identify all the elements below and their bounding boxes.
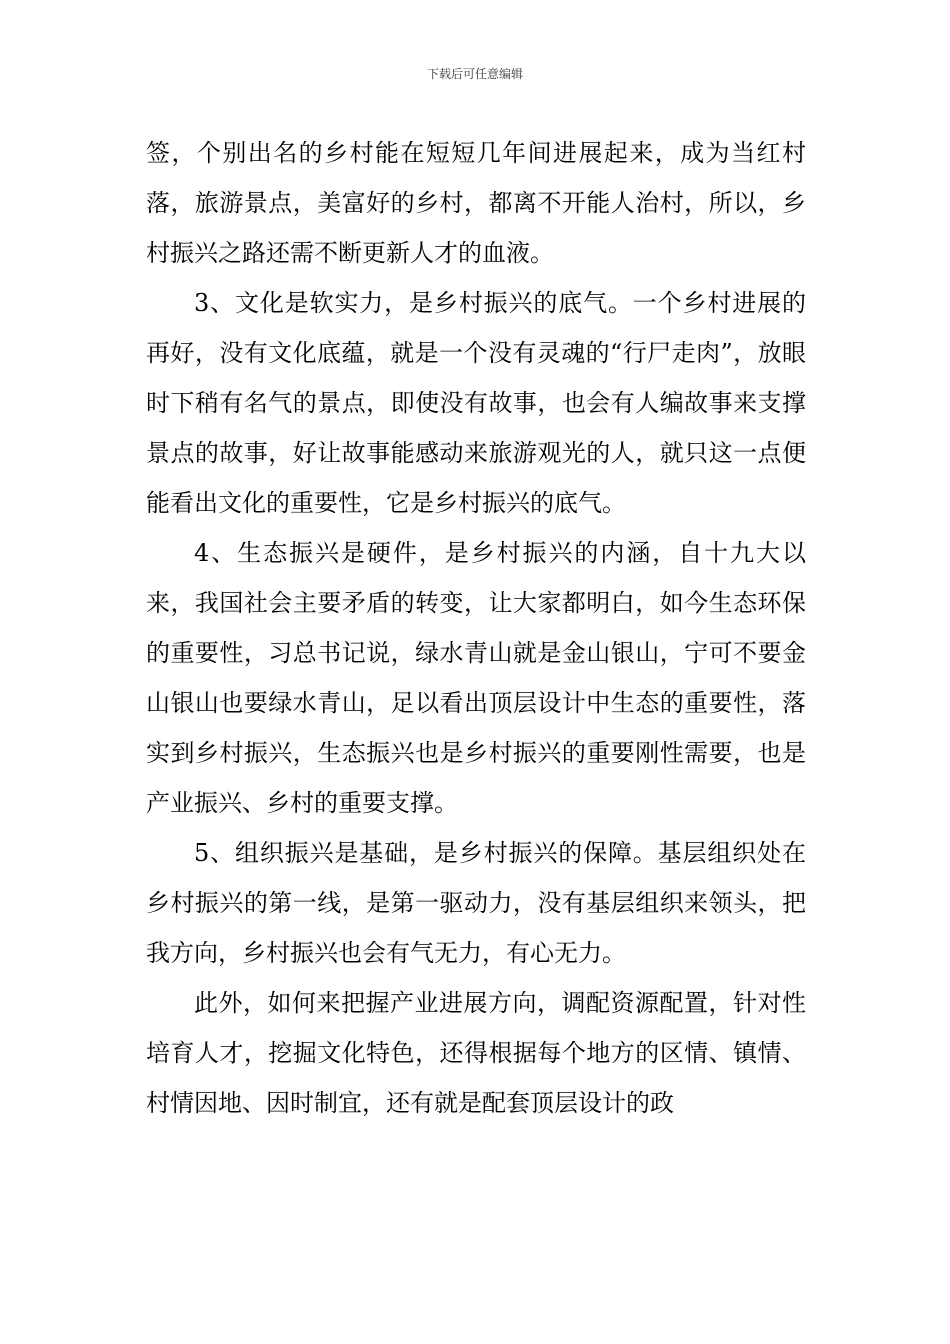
paragraph-continued: 签，个别出名的乡村能在短短几年间进展起来，成为当红村落，旅游景点，美富好的乡村，都离不开能人治村，所以，乡村振兴之路还需不断更新人才的血液。 <box>146 139 806 267</box>
page-header: 下载后可任意编辑 <box>426 67 523 81</box>
paragraph-culture: 3、文化是软实力，是乡村振兴的底气。一个乡村进展的再好，没有文化底蕴，就是一个没有灵魂的“行尸走肉”，放眼时下稍有名气的景点，即使没有故事，也会有人编故事来支撑景点的故事，好让故事能感动来旅游观光的人，就只这一点便能看出文化的重要性，它是乡村振兴的底气。 <box>146 289 806 517</box>
paragraph-additional: 此外，如何来把握产业进展方向，调配资源配置，针对性培育人才，挖掘文化特色，还得根据每个地方的区情、镇情、村情因地、因时制宜，还有就是配套顶层设计的政 <box>146 989 806 1117</box>
document-body <box>146 128 806 1128</box>
paragraph-ecology: 4、生态振兴是硬件，是乡村振兴的内涵，自十九大以来，我国社会主要矛盾的转变，让大家都明白，如今生态环保的重要性，习总书记说，绿水青山就是金山银山，宁可不要金山银山也要绿水青山，足以看出顶层设计中生态的重要性，落实到乡村振兴，生态振兴也是乡村振兴的重要刚性需要，也是产业振兴、乡村的重要支撑。 <box>146 539 806 817</box>
paragraph-organization: 5、组织振兴是基础，是乡村振兴的保障。基层组织处在乡村振兴的第一线，是第一驱动力，没有基层组织来领头，把我方向，乡村振兴也会有气无力，有心无力。 <box>146 839 806 967</box>
